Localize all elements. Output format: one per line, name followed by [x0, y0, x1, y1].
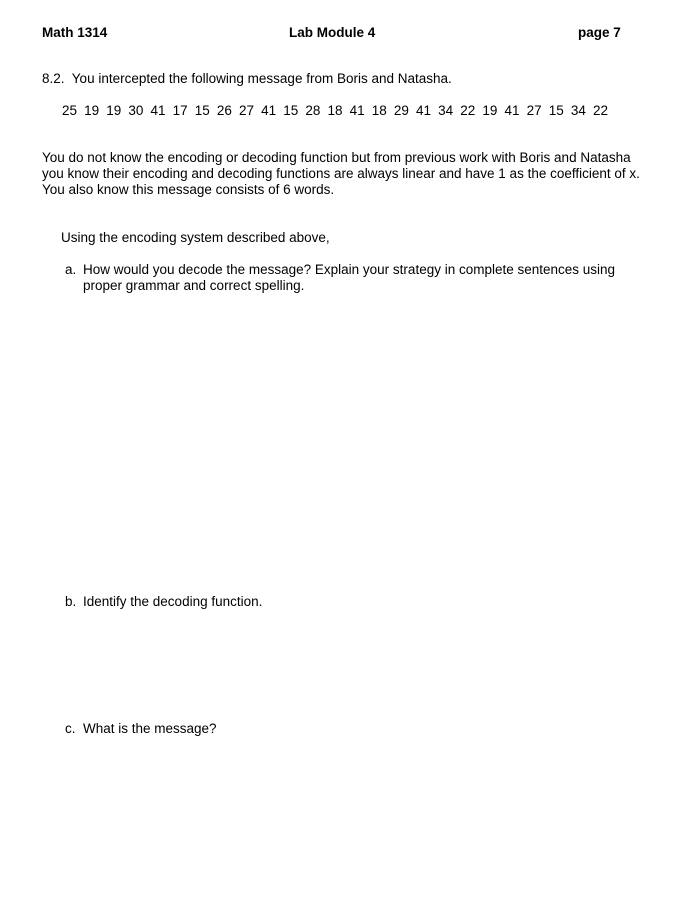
message-code: 25	[62, 103, 78, 118]
message-code: 26	[216, 103, 232, 118]
message-code: 27	[526, 103, 542, 118]
intro-paragraph	[42, 150, 662, 198]
message-code: 15	[283, 103, 299, 118]
question-b	[65, 594, 465, 612]
problem-text: You intercepted the following message from Boris and Natasha.	[71, 71, 452, 86]
message-code: 30	[128, 103, 144, 118]
intercepted-message	[62, 103, 615, 118]
question-letter: a.	[65, 262, 77, 277]
question-text: What is the message?	[83, 721, 217, 736]
message-code: 18	[327, 103, 343, 118]
message-code: 41	[504, 103, 520, 118]
message-code: 19	[84, 103, 100, 118]
question-text	[83, 262, 615, 294]
page-number: page 7	[578, 25, 621, 40]
message-code: 41	[349, 103, 365, 118]
course-title: Math 1314	[42, 25, 108, 40]
question-letter: b.	[65, 594, 77, 609]
intro-line: You also know this message consists of 6 words.	[42, 182, 335, 197]
question-line: How would you decode the message? Explain your strategy in complete sentences using	[83, 262, 616, 277]
message-code: 19	[106, 103, 122, 118]
message-code: 41	[416, 103, 432, 118]
message-code: 17	[172, 103, 188, 118]
message-code: 41	[150, 103, 166, 118]
message-code: 28	[305, 103, 321, 118]
message-code: 15	[548, 103, 564, 118]
message-code: 22	[593, 103, 609, 118]
message-code: 27	[239, 103, 255, 118]
question-letter: c.	[65, 721, 76, 736]
message-code: 34	[570, 103, 586, 118]
instruction-text: Using the encoding system described above,	[61, 230, 330, 245]
message-code: 34	[438, 103, 454, 118]
message-code: 18	[371, 103, 387, 118]
question-a	[65, 262, 655, 302]
module-title: Lab Module 4	[289, 25, 376, 40]
message-code: 29	[393, 103, 409, 118]
message-code: 41	[261, 103, 277, 118]
problem-statement	[42, 71, 452, 86]
question-c	[65, 721, 465, 739]
problem-number: 8.2.	[42, 71, 65, 86]
question-line: proper grammar and correct spelling.	[83, 278, 305, 293]
question-text: Identify the decoding function.	[83, 594, 263, 609]
message-code: 19	[482, 103, 498, 118]
page-header	[0, 25, 699, 43]
intro-line: You do not know the encoding or decoding function but from previous work with Boris and Natasha	[42, 150, 631, 165]
message-code: 22	[460, 103, 476, 118]
intro-line: you know their encoding and decoding functions are always linear and have 1 as the coefficient of x.	[42, 166, 640, 181]
message-code: 15	[194, 103, 210, 118]
